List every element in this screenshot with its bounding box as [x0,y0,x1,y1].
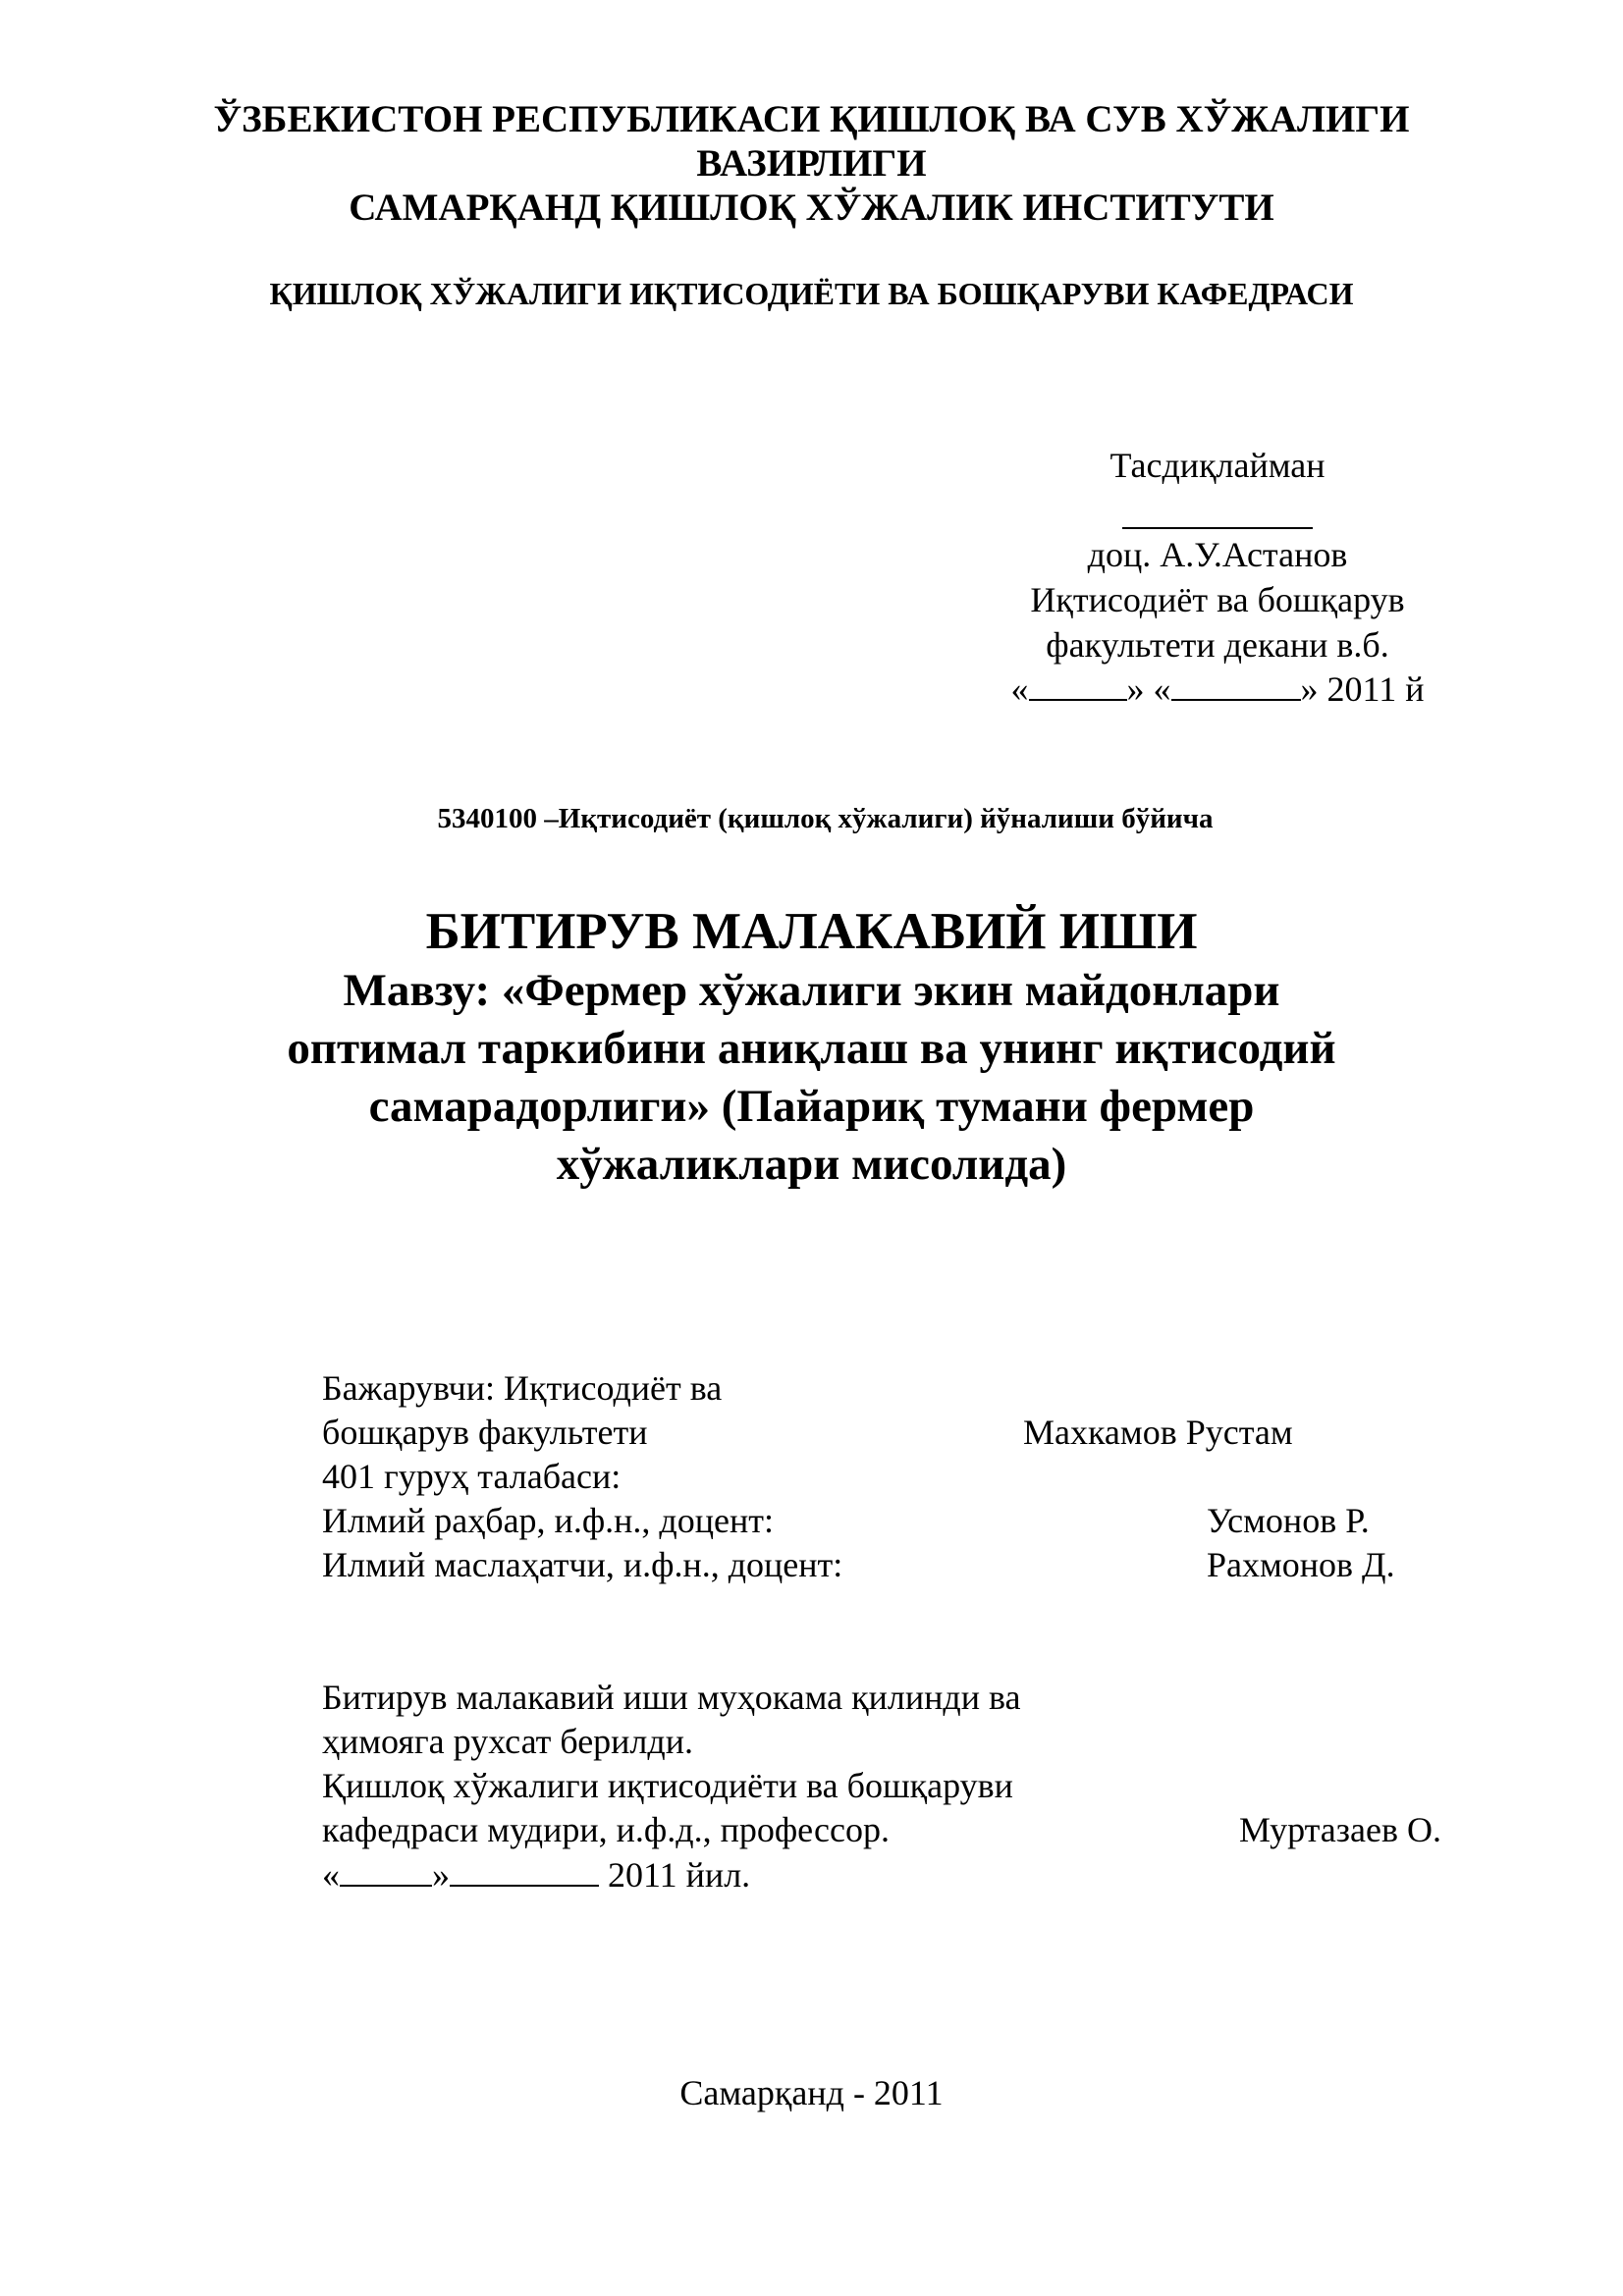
defense-date-year: 2011 йил. [599,1855,751,1895]
theme-line-1: Мавзу: «Фермер хўжалиги экин майдонлари [343,965,1280,1016]
defense-month-blank [450,1855,599,1887]
ministry-line-1: ЎЗБЕКИСТОН РЕСПУБЛИКАСИ ҚИШЛОҚ ВА СУВ ХЎЖАЛИГИ [213,98,1410,140]
department-name: ҚИШЛОҚ ХЎЖАЛИГИ ИҚТИСОДИЁТИ ВА БОШҚАРУВИ КАФЕДРАСИ [269,276,1354,311]
approval-date-year: » 2011 й [1300,669,1425,709]
consultant-label: Илмий маслаҳатчи, и.ф.н., доцент: [322,1545,843,1584]
approver-position-1: Иқтисодиёт ва бошқарув [1030,580,1405,619]
approval-month-blank [1171,669,1301,701]
supervisor-label: Илмий раҳбар, и.ф.н., доцент: [322,1501,774,1540]
defense-line-1: Битирув малакавий иши муҳокама қилинди ва [322,1678,1021,1717]
study-direction: 5340100 –Иқтисодиёт (қишлоқ хўжалиги) йўналиши бўйича [437,803,1214,834]
approval-day-blank [1029,669,1127,701]
executor-line-2: бошқарув факультети [322,1413,648,1452]
executor-name: Махкамов Рустам [1023,1413,1293,1452]
supervisor-name: Усмонов Р. [1207,1501,1370,1540]
defense-line-2: ҳимояга рухсат берилди. [322,1722,693,1761]
ministry-line-2: ВАЗИРЛИГИ [696,142,927,185]
city-year: Самарқанд - 2011 [679,2073,944,2112]
defense-date [322,1853,750,1897]
defense-date-mid: » [432,1855,450,1895]
approval-date-mid: » « [1126,669,1171,709]
approval-date-open: « [1010,669,1029,709]
consultant-name: Рахмонов Д. [1207,1545,1395,1584]
approval-date [982,667,1453,712]
defense-date-open: « [322,1855,340,1895]
department-head-name: Муртазаев О. [1239,1810,1441,1849]
executor-line-1: Бажарувчи: Иқтисодиёт ва [322,1368,723,1408]
defense-line-4: кафедраси мудири, и.ф.д., профессор. [322,1810,890,1849]
executor-line-3: 401 гуруҳ талабаси: [322,1457,622,1496]
theme-line-2: оптимал таркибини аниқлаш ва унинг иқтисодий [287,1023,1336,1074]
approver-position-2: факультети декани в.б. [1046,625,1389,665]
approver-name: доц. А.У.Астанов [1087,535,1348,574]
approval-title: Тасдиқлайман [1109,446,1325,485]
signature-line [1122,527,1313,529]
defense-day-blank [340,1855,432,1887]
theme-line-3: самарадорлиги» (Пайариқ тумани фермер [368,1081,1255,1132]
theme-line-4: хўжаликлари мисолида) [556,1139,1067,1190]
defense-line-3: Қишлоқ хўжалиги иқтисодиёти ва бошқаруви [322,1766,1013,1805]
institute-name: САМАРҚАНД ҚИШЛОҚ ХЎЖАЛИК ИНСТИТУТИ [349,187,1274,229]
work-title: БИТИРУВ МАЛАКАВИЙ ИШИ [425,903,1198,960]
